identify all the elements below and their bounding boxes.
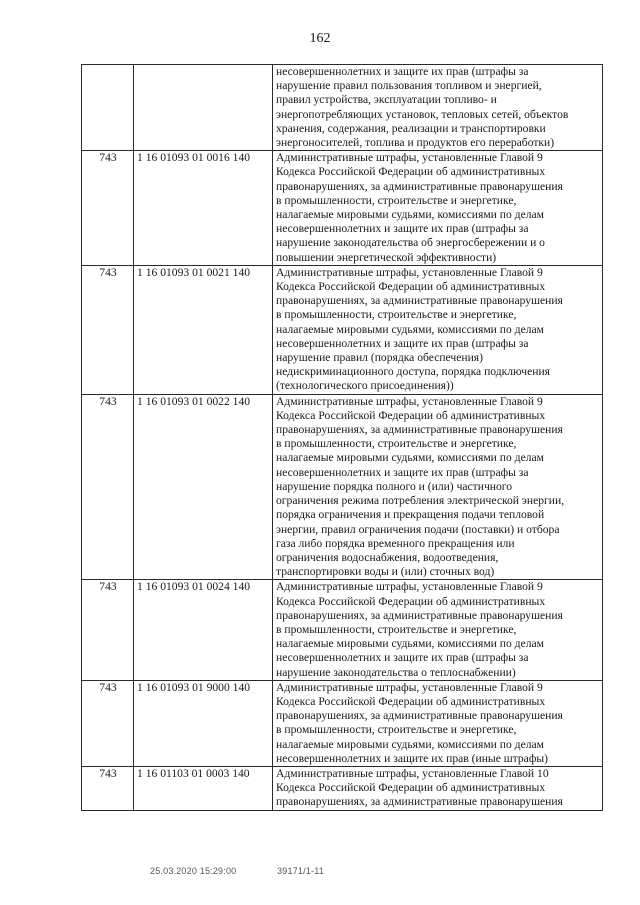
description-line: правил устройства, эксплуатации топливо- и [276, 93, 497, 107]
description-line: Кодекса Российской Федерации об административных [276, 165, 546, 179]
admin-code-cell: 743 [82, 265, 134, 394]
description-line: несовершеннолетних и защите их прав (штрафы за [276, 651, 529, 665]
description-line: правонарушениях, за административные правонарушения [276, 608, 563, 622]
description-cell [273, 394, 603, 580]
description-line: правонарушениях, за административные правонарушения [276, 294, 563, 308]
description-line: энергопотребляющих установок, тепловых сетей, объектов [276, 107, 569, 121]
description-line: правонарушениях, за административные правонарушения [276, 795, 563, 809]
description-line: ограничения режима потребления электрической энергии, [276, 494, 565, 508]
budget-code-cell: 1 16 01093 01 9000 140 [134, 680, 273, 766]
description-line: налагаемые мировыми судьями, комиссиями по делам [276, 637, 544, 651]
description-line: Кодекса Российской Федерации об административных [276, 694, 546, 708]
table-row [82, 65, 603, 151]
description-line: в промышленности, строительстве и энергетике, [276, 437, 517, 451]
admin-code-cell: 743 [82, 680, 134, 766]
description-line: налагаемые мировыми судьями, комиссиями по делам [276, 208, 544, 222]
table-row [82, 394, 603, 580]
description-line: ограничения водоснабжения, водоотведения, [276, 550, 499, 564]
description-line: порядка ограничения и прекращения подачи тепловой [276, 508, 545, 522]
description-line: нарушение законодательства о теплоснабжении) [276, 665, 516, 679]
table-row [82, 265, 603, 394]
description-cell [273, 151, 603, 266]
budget-code-cell: 1 16 01093 01 0021 140 [134, 265, 273, 394]
admin-code-cell: 743 [82, 766, 134, 810]
table-row [82, 766, 603, 810]
description-line: повышении энергетической эффективности) [276, 250, 497, 264]
description-line: Административные штрафы, установленные Главой 9 [276, 580, 543, 594]
table-row [82, 151, 603, 266]
footer-datetime: 25.03.2020 15:29:00 [150, 866, 237, 876]
description-line: газа либо порядка временного прекращения или [276, 536, 515, 550]
table-row [82, 580, 603, 680]
description-line: Административные штрафы, установленные Главой 9 [276, 680, 543, 694]
budget-code-cell [134, 65, 273, 151]
table-body [82, 65, 603, 811]
description-line: нарушение правил (порядка обеспечения) [276, 351, 483, 365]
description-line: в промышленности, строительстве и энергетике, [276, 308, 517, 322]
budget-code-cell: 1 16 01093 01 0024 140 [134, 580, 273, 680]
description-line: налагаемые мировыми судьями, комиссиями по делам [276, 737, 544, 751]
description-line: нарушение правил пользования топливом и энергией, [276, 79, 542, 93]
description-cell [273, 265, 603, 394]
description-line: энергии, правил ограничения подачи (поставки) и отбора [276, 522, 560, 536]
description-line: правонарушениях, за административные правонарушения [276, 179, 563, 193]
description-line: в промышленности, строительстве и энергетике, [276, 622, 517, 636]
description-cell [273, 680, 603, 766]
budget-code-cell: 1 16 01093 01 0022 140 [134, 394, 273, 580]
description-line: Административные штрафы, установленные Главой 9 [276, 265, 543, 279]
description-line: несовершеннолетних и защите их прав (штрафы за [276, 465, 529, 479]
description-line: несовершеннолетних и защите их прав (штрафы за [276, 222, 529, 236]
description-line: несовершеннолетних и защите их прав (штрафы за [276, 65, 529, 78]
description-line: правонарушениях, за административные правонарушения [276, 709, 563, 723]
description-line: несовершеннолетних и защите их прав (штрафы за [276, 336, 529, 350]
description-line: правонарушениях, за административные правонарушения [276, 423, 563, 437]
description-line: хранения, содержания, реализации и транспортировки [276, 121, 546, 135]
page-number: 162 [309, 31, 331, 46]
budget-codes-table [81, 64, 603, 811]
description-cell [273, 65, 603, 151]
description-line: Кодекса Российской Федерации об административных [276, 594, 546, 608]
description-line: налагаемые мировыми судьями, комиссиями по делам [276, 322, 544, 336]
description-line: Административные штрафы, установленные Главой 10 [276, 766, 549, 780]
description-line: Административные штрафы, установленные Главой 9 [276, 394, 543, 408]
admin-code-cell [82, 65, 134, 151]
description-line: Административные штрафы, установленные Главой 9 [276, 151, 543, 165]
description-line: несовершеннолетних и защите их прав (иные штрафы) [276, 751, 548, 765]
description-line: Кодекса Российской Федерации об административных [276, 408, 546, 422]
description-line: налагаемые мировыми судьями, комиссиями по делам [276, 451, 544, 465]
description-line: нарушение порядка полного и (или) частичного [276, 479, 513, 493]
admin-code-cell: 743 [82, 394, 134, 580]
description-line: Кодекса Российской Федерации об административных [276, 781, 546, 795]
description-line: энергоносителей, топлива и продуктов его переработки) [276, 136, 555, 150]
description-line: в промышленности, строительстве и энергетике, [276, 723, 517, 737]
description-cell [273, 580, 603, 680]
footer [150, 866, 362, 876]
footer-doc-id: 39171/1-11 [277, 866, 324, 876]
description-cell [273, 766, 603, 810]
description-line: недискриминационного доступа, порядка подключения [276, 365, 550, 379]
admin-code-cell: 743 [82, 151, 134, 266]
description-line: (технологического присоединения)) [276, 379, 454, 393]
budget-code-cell: 1 16 01103 01 0003 140 [134, 766, 273, 810]
admin-code-cell: 743 [82, 580, 134, 680]
description-line: в промышленности, строительстве и энергетике, [276, 193, 517, 207]
table-row [82, 680, 603, 766]
description-line: транспортировки воды и (или) сточных вод) [276, 565, 495, 579]
budget-code-cell: 1 16 01093 01 0016 140 [134, 151, 273, 266]
description-line: нарушение законодательства об энергосбережении и о [276, 236, 545, 250]
description-line: Кодекса Российской Федерации об административных [276, 280, 546, 294]
